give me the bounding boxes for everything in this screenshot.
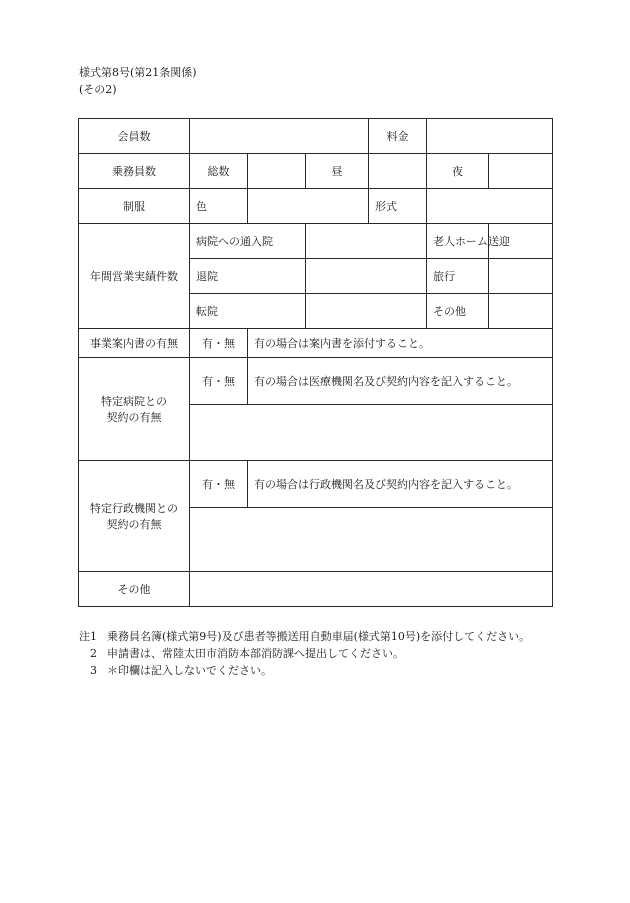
hospital-contract-choice[interactable]: 有・無 bbox=[190, 358, 248, 405]
gov-contract-choice[interactable]: 有・無 bbox=[190, 461, 248, 508]
note-1 bbox=[79, 628, 554, 645]
night-input[interactable] bbox=[489, 154, 553, 189]
travel-label: 旅行 bbox=[427, 259, 489, 294]
table-row bbox=[79, 329, 553, 358]
total-input[interactable] bbox=[248, 154, 306, 189]
nursing-home-label: 老人ホーム送迎 bbox=[427, 224, 489, 259]
night-label: 夜 bbox=[427, 154, 489, 189]
hospital-contract-detail-input[interactable] bbox=[190, 405, 553, 461]
gov-contract-label: 特定行政機関との 契約の有無 bbox=[79, 461, 190, 572]
hospital-contract-note: 有の場合は医療機関名及び契約内容を記入すること。 bbox=[248, 358, 553, 405]
other-count-input[interactable] bbox=[489, 294, 553, 329]
form-number: 様式第8号(第21条関係) bbox=[79, 66, 197, 79]
table-row bbox=[79, 119, 553, 154]
style-label: 形式 bbox=[369, 189, 427, 224]
color-input[interactable] bbox=[248, 189, 369, 224]
style-input[interactable] bbox=[427, 189, 553, 224]
discharge-input[interactable] bbox=[306, 259, 427, 294]
day-label: 昼 bbox=[306, 154, 369, 189]
misc-label: その他 bbox=[79, 572, 190, 607]
table-row bbox=[79, 189, 553, 224]
table-row bbox=[79, 572, 553, 607]
table-row bbox=[79, 154, 553, 189]
total-label: 総数 bbox=[190, 154, 248, 189]
day-input[interactable] bbox=[369, 154, 427, 189]
form-header bbox=[79, 64, 197, 98]
color-label: 色 bbox=[190, 189, 248, 224]
note-3-number: 3 bbox=[90, 664, 97, 677]
note-2 bbox=[79, 645, 554, 662]
brochure-label: 事業案内書の有無 bbox=[79, 329, 190, 358]
note-2-number: 2 bbox=[90, 647, 97, 660]
brochure-choice[interactable]: 有・無 bbox=[190, 329, 248, 358]
hospital-contract-label: 特定病院との 契約の有無 bbox=[79, 358, 190, 461]
transfer-label: 転院 bbox=[190, 294, 306, 329]
notes bbox=[79, 628, 554, 679]
gov-contract-note: 有の場合は行政機関名及び契約内容を記入すること。 bbox=[248, 461, 553, 508]
note-3 bbox=[79, 662, 554, 679]
members-input[interactable] bbox=[190, 119, 369, 154]
note-2-text: 申請書は、常陸太田市消防本部消防課へ提出してください。 bbox=[107, 647, 404, 660]
application-table bbox=[78, 118, 553, 607]
misc-input[interactable] bbox=[190, 572, 553, 607]
note-prefix: 注1 bbox=[79, 630, 97, 643]
note-3-text: ＊印欄は記入しないでください。 bbox=[107, 664, 272, 677]
note-1-text: 乗務員名簿(様式第9号)及び患者等搬送用自動車届(様式第10号)を添付してください。 bbox=[107, 630, 531, 643]
gov-contract-detail-input[interactable] bbox=[190, 508, 553, 572]
form-subtitle: (その2) bbox=[79, 83, 117, 96]
table-row bbox=[79, 224, 553, 259]
brochure-note: 有の場合は案内書を添付すること。 bbox=[248, 329, 553, 358]
travel-input[interactable] bbox=[489, 259, 553, 294]
transfer-input[interactable] bbox=[306, 294, 427, 329]
uniform-label: 制服 bbox=[79, 189, 190, 224]
fee-input[interactable] bbox=[427, 119, 553, 154]
fee-label: 料金 bbox=[369, 119, 427, 154]
table-row bbox=[79, 461, 553, 508]
other-count-label: その他 bbox=[427, 294, 489, 329]
discharge-label: 退院 bbox=[190, 259, 306, 294]
annual-label: 年間営業実績件数 bbox=[79, 224, 190, 329]
crew-label: 乗務員数 bbox=[79, 154, 190, 189]
hospital-commute-input[interactable] bbox=[306, 224, 427, 259]
members-label: 会員数 bbox=[79, 119, 190, 154]
table-row bbox=[79, 358, 553, 405]
hospital-commute-label: 病院への通入院 bbox=[190, 224, 306, 259]
